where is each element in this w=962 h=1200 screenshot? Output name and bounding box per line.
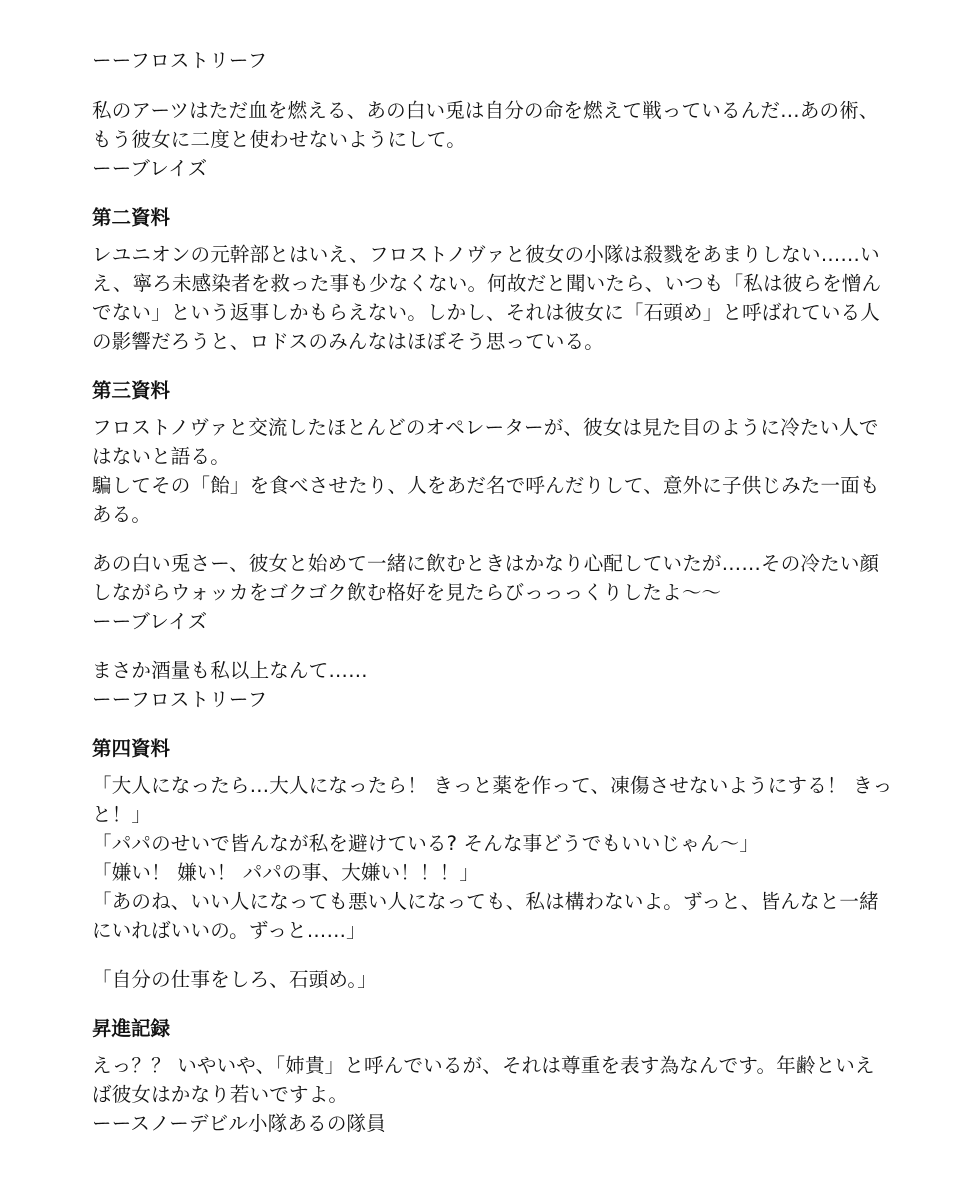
quote-line: 「パパのせいで皆んなが私を避けている? そんな事どうでもいいじゃん～」 <box>92 832 760 855</box>
paragraph-line: え、寧ろ未感染者を救った事も少なくない。何故だと聞いたら、いつも「私は彼らを憎ん <box>92 272 882 295</box>
signature-frostleaf: ーーフロストリーフ <box>92 688 268 711</box>
section-heading-3: 第三資料 <box>92 379 171 402</box>
section-heading-4: 第四資料 <box>92 737 171 760</box>
paragraph-line: あの白い兎さー、彼女と始めて一緒に飲むときはかなり心配していたが……その冷たい顔 <box>92 552 880 575</box>
paragraph-line: フロストノヴァと交流したほとんどのオペレーターが、彼女は見た目のように冷たい人で <box>92 416 879 439</box>
paragraph-line: ある。 <box>92 503 152 526</box>
quote-line: 私のアーツはただ血を燃える、あの白い兎は自分の命を燃えて戦っているんだ…あの術、 <box>92 99 879 122</box>
paragraph-line: まさか酒量も私以上なんて…… <box>92 659 368 682</box>
paragraph-line: の影響だろうと、ロドスのみんなはほぼそう思っている。 <box>92 330 605 353</box>
quote-line: もう彼女に二度と使わせないようにして。 <box>92 128 466 151</box>
quote-line: 「あのね、いい人になっても悪い人になっても、私は構わないよ。ずっと、皆んなと一緒 <box>92 890 879 913</box>
quote-line: 「自分の仕事をしろ、石頭め。」 <box>92 968 377 991</box>
signature-snowdevil-member: ーースノーデビル小隊あるの隊員 <box>92 1112 386 1135</box>
signature-blaze: ーーブレイズ <box>92 610 208 633</box>
quote-line: 「嫌い！ 嫌い！ パパの事、大嫌い！！！」 <box>92 861 480 884</box>
signature-frostleaf: ーーフロストリーフ <box>92 49 268 72</box>
paragraph-line: えっ？？ いやいや、「姉貴」と呼んでいるが、それは尊重を表す為なんです。年齢といえ <box>92 1054 875 1077</box>
document-page <box>92 46 893 1138</box>
quote-line: と！」 <box>92 803 152 826</box>
quote-line: 「大人になったら…大人になったら！ きっと薬を作って、凍傷させないようにする！ きっ <box>92 774 893 797</box>
quote-line: にいればいいの。ずっと……」 <box>92 919 366 942</box>
paragraph-line: レユニオンの元幹部とはいえ、フロストノヴァと彼女の小隊は殺戮をあまりしない……い <box>92 243 880 266</box>
paragraph-line: ば彼女はかなり若いですよ。 <box>92 1083 349 1106</box>
section-heading-2: 第二資料 <box>92 206 171 229</box>
signature-blaze: ーーブレイズ <box>92 157 208 180</box>
paragraph-line: でない」という返事しかもらえない。しかし、それは彼女に「石頭め」と呼ばれている人 <box>92 301 881 324</box>
paragraph-line: しながらウォッカをゴクゴク飲む格好を見たらびっっっくりしたよ～～ <box>92 581 722 604</box>
paragraph-line: 騙してその「飴」を食べさせたり、人をあだ名で呼んだりして、意外に子供じみた一面も <box>92 474 880 497</box>
paragraph-line: はないと語る。 <box>92 445 230 468</box>
section-heading-promotion: 昇進記録 <box>92 1017 171 1040</box>
